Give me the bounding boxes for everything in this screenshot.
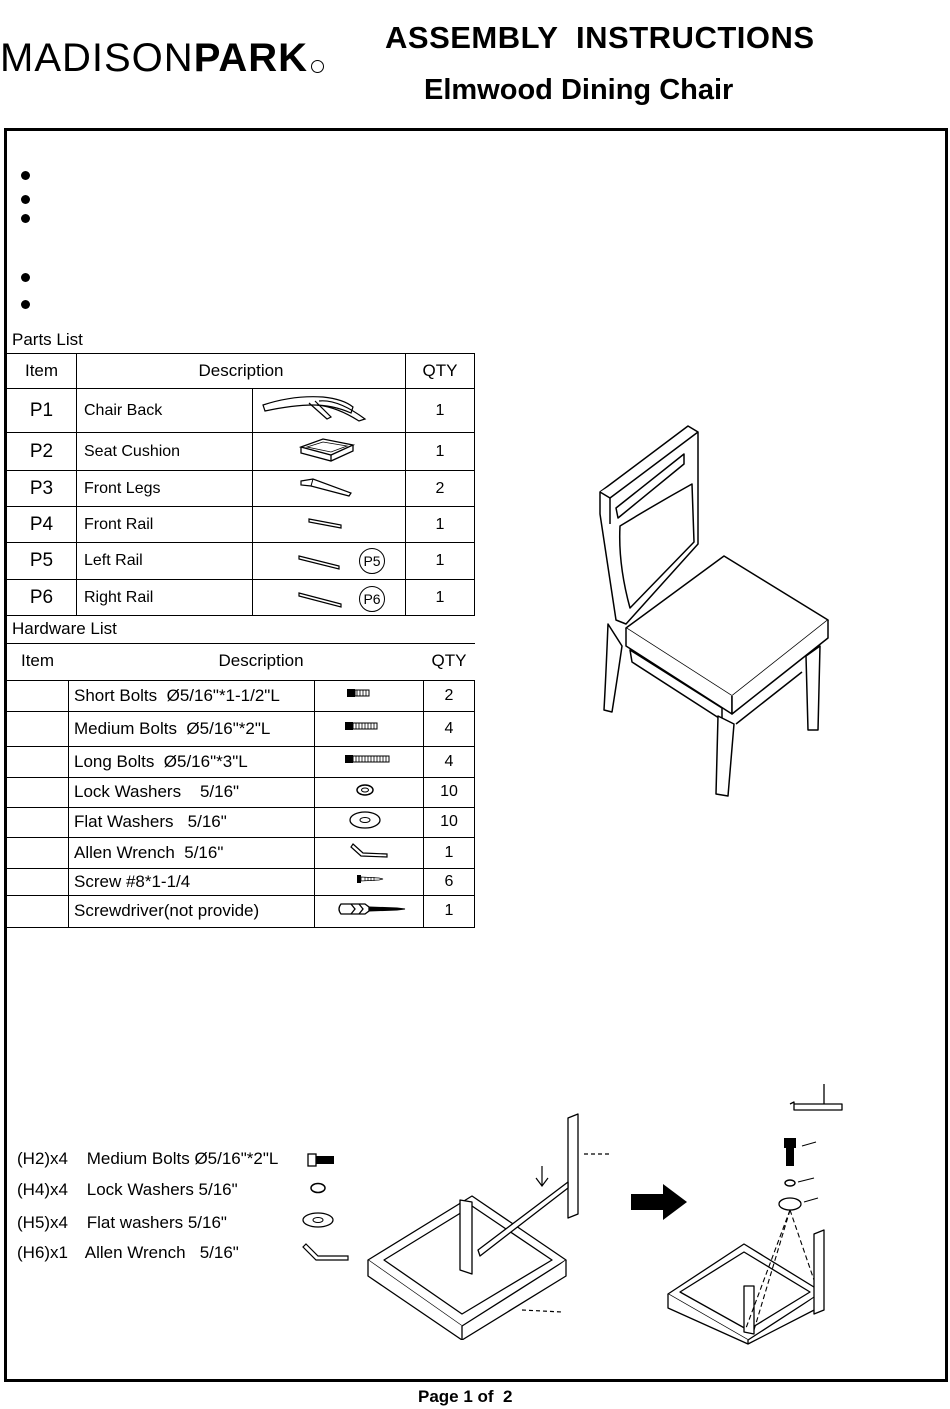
- seat-cushion-icon: [253, 433, 406, 471]
- hardware-name: Screwdriver(not provide): [69, 895, 315, 927]
- table-row: [7, 746, 475, 777]
- step-hardware-item: [17, 1213, 227, 1233]
- table-row: [7, 543, 475, 580]
- hardware-name: Allen Wrench 5/16": [69, 837, 315, 868]
- hardware-qty: 10: [424, 777, 475, 807]
- hardware-name: Medium Bolts Ø5/16"*2"L: [69, 711, 315, 746]
- lock-washer-icon: [311, 1184, 325, 1193]
- bullet: [21, 195, 30, 204]
- logo-text-bold: PARK: [193, 36, 309, 80]
- hardware-qty: 4: [424, 746, 475, 777]
- hardware-name: Allen Wrench 5/16": [84, 1243, 239, 1262]
- document-title: ASSEMBLY INSTRUCTIONS: [385, 20, 815, 55]
- step-diagram-before: [362, 1110, 612, 1340]
- table-row: [7, 711, 475, 746]
- part-code: P1: [7, 389, 77, 433]
- hardware-qty: 4: [424, 711, 475, 746]
- bullet: [21, 273, 30, 282]
- table-row: [7, 471, 475, 507]
- long-bolt-icon: [315, 746, 424, 777]
- part-tag: P5: [359, 548, 385, 574]
- allen-wrench-icon: [303, 1244, 348, 1260]
- parts-table: [6, 353, 475, 616]
- hardware-qty: 2: [424, 680, 475, 711]
- bullet: [21, 300, 30, 309]
- part-name: Chair Back: [77, 389, 253, 433]
- allen-wrench-icon: [315, 837, 424, 868]
- header-description: Description: [218, 651, 304, 671]
- front-leg-icon: [253, 471, 406, 507]
- table-header-row: [7, 643, 475, 680]
- step-hardware-item: [17, 1180, 238, 1200]
- hardware-table: [6, 643, 475, 928]
- table-row: [7, 807, 475, 837]
- header-item: Item: [20, 651, 55, 671]
- logo-dot-icon: [311, 60, 324, 73]
- left-rail-icon: [253, 543, 406, 580]
- screwdriver-icon: [315, 895, 424, 927]
- bullet: [21, 171, 30, 180]
- table-row: [7, 868, 475, 895]
- page-number: Page 1 of 2: [418, 1387, 513, 1406]
- brand-logo: [0, 36, 324, 81]
- step-diagram-after: [664, 1080, 848, 1346]
- hardware-name: Medium Bolts Ø5/16"*2"L: [86, 1149, 279, 1168]
- hardware-qty: 1: [424, 837, 475, 868]
- hardware-name: Lock Washers 5/16": [69, 777, 315, 807]
- part-qty: 1: [406, 507, 475, 543]
- screw-icon: [315, 868, 424, 895]
- short-bolt-icon: [315, 680, 424, 711]
- header-qty: QTY: [431, 651, 467, 671]
- medium-bolt-icon: [315, 711, 424, 746]
- flat-washer-icon: [303, 1213, 333, 1227]
- step-hardware-icons: [300, 1148, 360, 1268]
- hardware-code: (H2)x4: [17, 1149, 69, 1168]
- hardware-qty: 1: [424, 895, 475, 927]
- table-row: [7, 580, 475, 616]
- product-name: Elmwood Dining Chair: [424, 74, 734, 106]
- table-row: [7, 680, 475, 711]
- header-description: Description: [77, 354, 406, 389]
- part-tag: P6: [359, 586, 385, 612]
- hardware-code: (H5)x4: [17, 1213, 69, 1232]
- medium-bolt-icon: [308, 1154, 334, 1166]
- table-header-row: [7, 354, 475, 389]
- part-name: Seat Cushion: [77, 433, 253, 471]
- hardware-code: (H6)x1: [17, 1243, 69, 1262]
- table-row: [7, 389, 475, 433]
- front-rail-icon: [253, 507, 406, 543]
- part-code: P4: [7, 507, 77, 543]
- chair-back-icon: [253, 389, 406, 433]
- hardware-name: Short Bolts Ø5/16"*1-1/2"L: [69, 680, 315, 711]
- part-qty: 1: [406, 433, 475, 471]
- hardware-name: Long Bolts Ø5/16"*3"L: [69, 746, 315, 777]
- part-code: P3: [7, 471, 77, 507]
- header-qty: QTY: [406, 354, 475, 389]
- part-name: Right Rail: [77, 580, 253, 616]
- table-row: [7, 837, 475, 868]
- step-hardware-item: [17, 1149, 278, 1169]
- lock-washer-icon: [315, 777, 424, 807]
- assembled-chair-illustration: [596, 424, 830, 804]
- table-row: [7, 895, 475, 927]
- right-rail-icon: [253, 580, 406, 616]
- hardware-qty: 6: [424, 868, 475, 895]
- part-code: P6: [7, 580, 77, 616]
- part-qty: 2: [406, 471, 475, 507]
- part-qty: 1: [406, 580, 475, 616]
- table-row: [7, 777, 475, 807]
- part-qty: 1: [406, 389, 475, 433]
- hardware-name: Lock Washers 5/16": [86, 1180, 238, 1199]
- part-code: P5: [7, 543, 77, 580]
- part-name: Left Rail: [77, 543, 253, 580]
- hardware-qty: 10: [424, 807, 475, 837]
- table-row: [7, 507, 475, 543]
- part-code: P2: [7, 433, 77, 471]
- parts-list-label: Parts List: [12, 330, 83, 349]
- hardware-code: (H4)x4: [17, 1180, 69, 1199]
- hardware-name: Screw #8*1-1/4: [69, 868, 315, 895]
- table-row: [7, 433, 475, 471]
- hardware-name: Flat Washers 5/16": [69, 807, 315, 837]
- flat-washer-icon: [315, 807, 424, 837]
- bullet: [21, 214, 30, 223]
- hardware-name: Flat washers 5/16": [86, 1213, 227, 1232]
- logo-text-light: MADISON: [0, 36, 194, 80]
- step-hardware-item: [17, 1243, 239, 1263]
- hardware-list-label: Hardware List: [12, 619, 117, 638]
- part-name: Front Rail: [77, 507, 253, 543]
- part-name: Front Legs: [77, 471, 253, 507]
- header-item: Item: [7, 354, 77, 389]
- part-qty: 1: [406, 543, 475, 580]
